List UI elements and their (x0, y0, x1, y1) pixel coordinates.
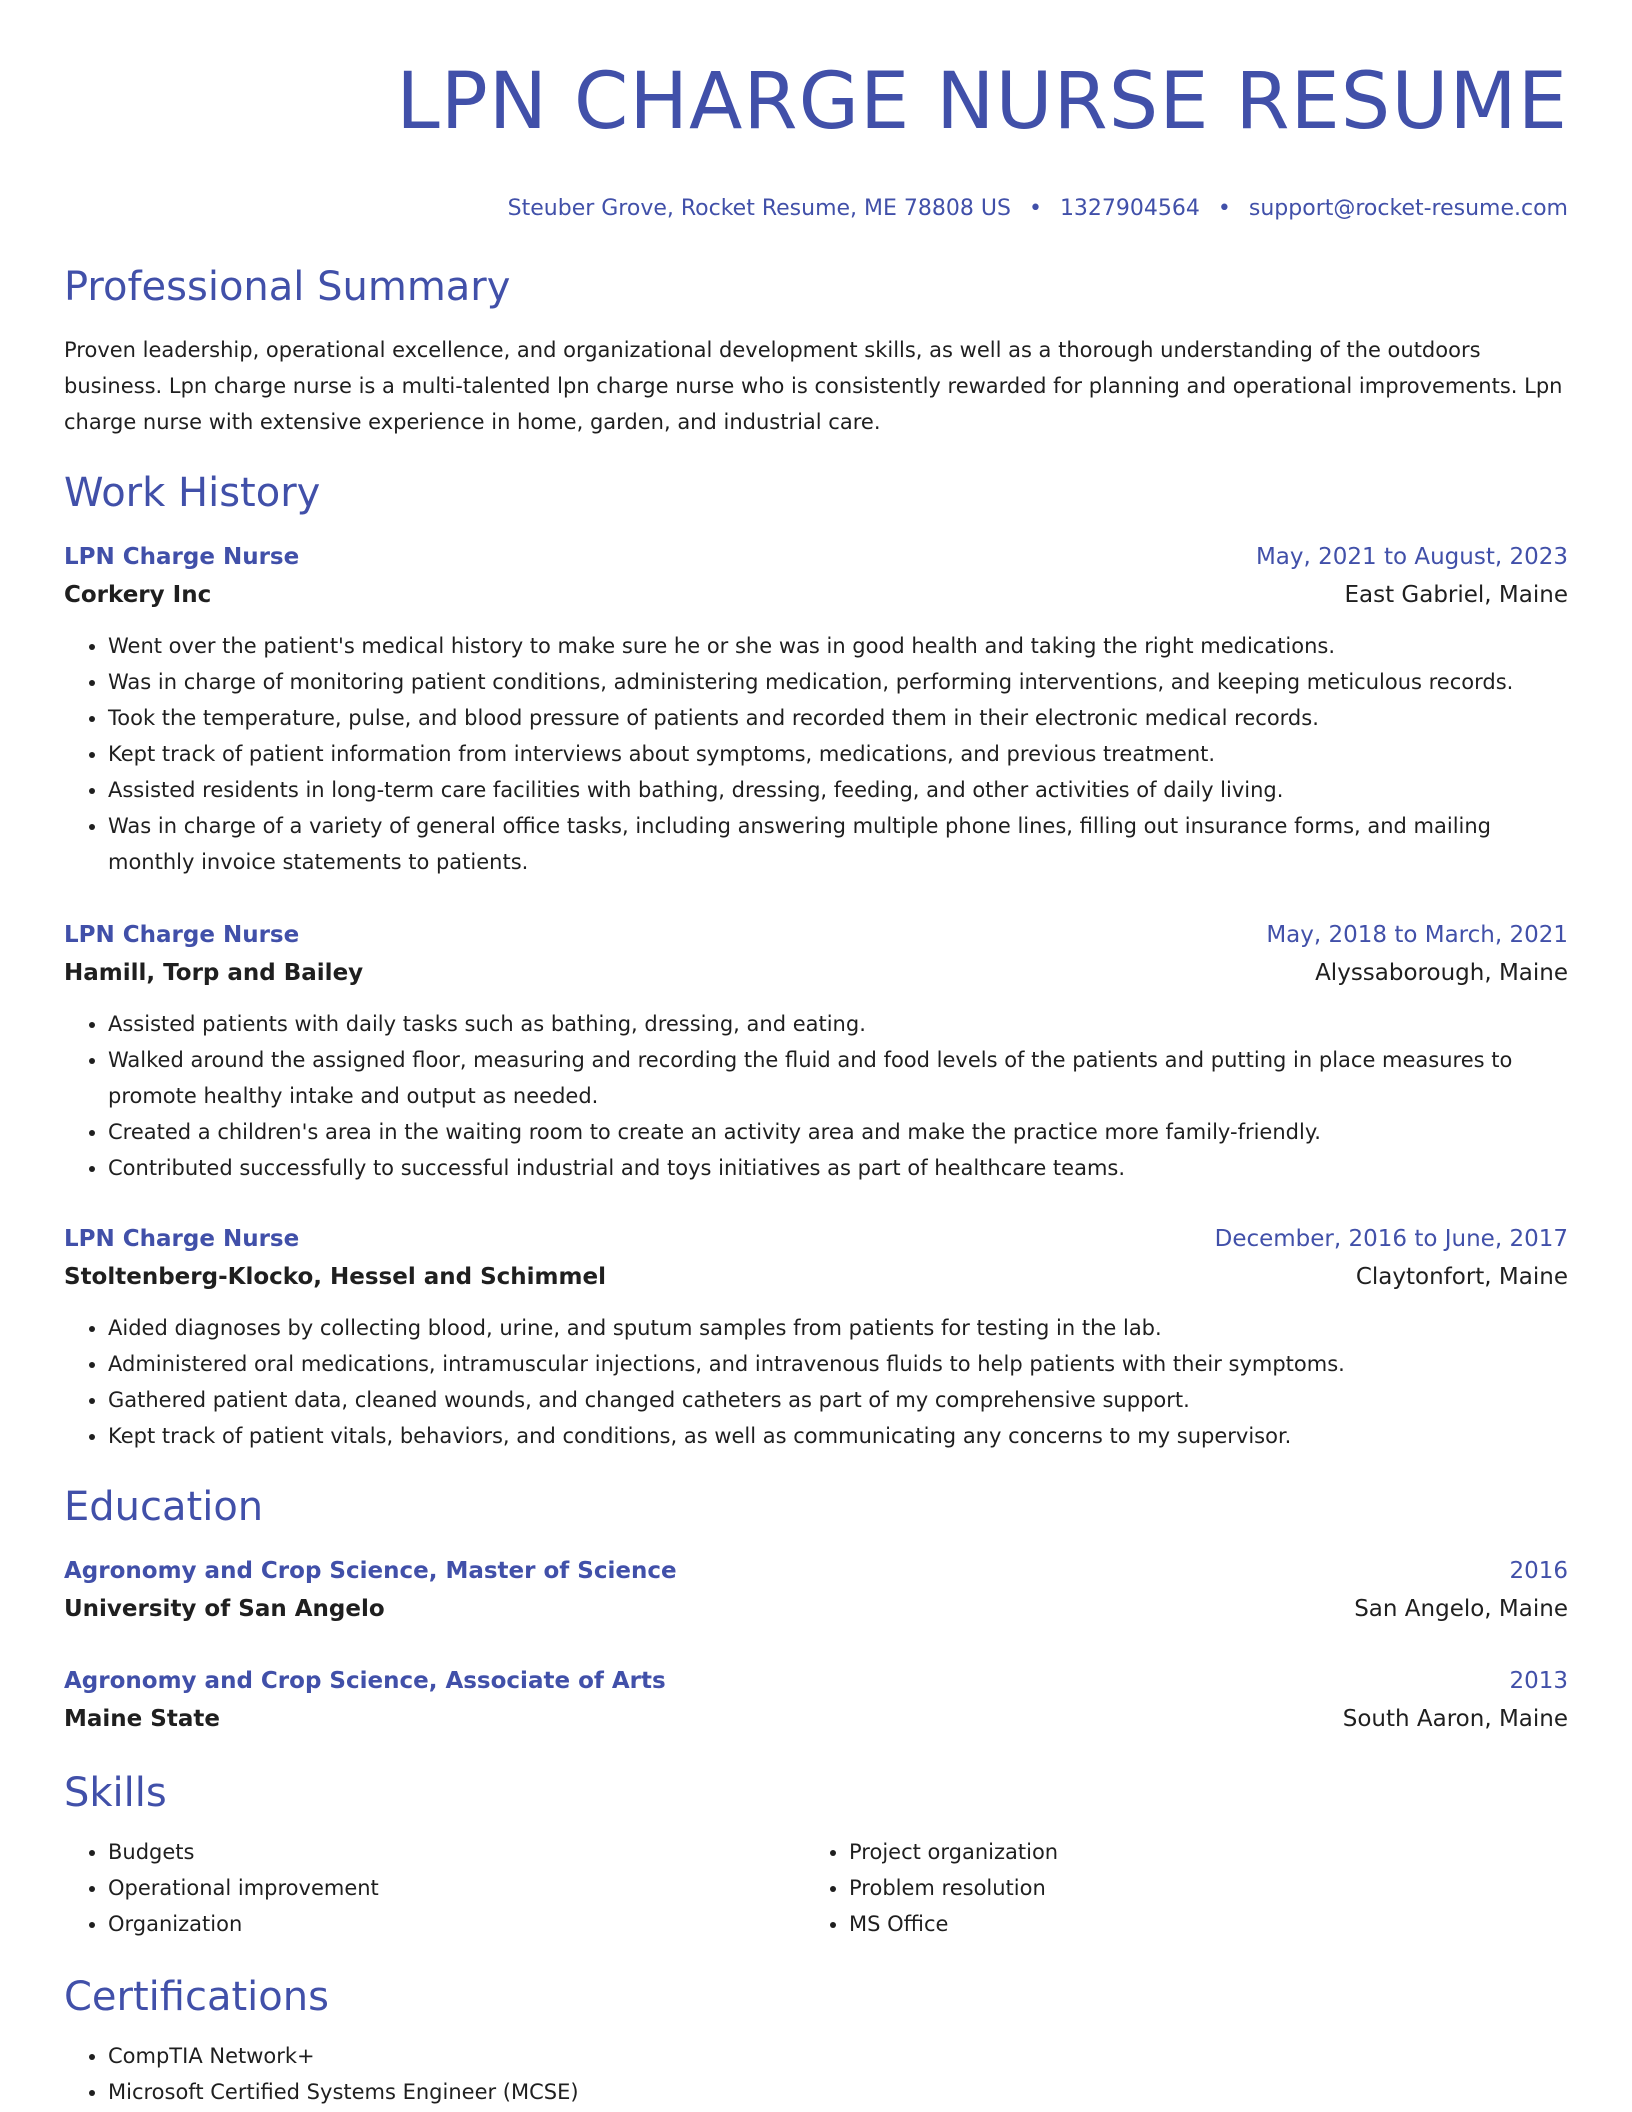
duty-item: • Kept track of patient information from interviews about symptoms, medications, and previous treatment. (108, 736, 1568, 772)
job-entry (64, 538, 1568, 880)
duty-item: • Created a children's area in the waiting room to create an activity area and make the practice more family-friendly. (108, 1114, 1568, 1150)
school-location: San Angelo, Maine (1354, 1596, 1568, 1622)
job-title: LPN Charge Nurse (64, 1226, 300, 1252)
section-title-work-history: Work History (64, 470, 321, 516)
duty-item: • Kept track of patient vitals, behaviors, and conditions, as well as communicating any concerns to my supervisor. (108, 1418, 1568, 1454)
duty-item: • Assisted patients with daily tasks such as bathing, dressing, and eating. (108, 1006, 1568, 1042)
duty-item: • Went over the patient's medical history to make sure he or she was in good health and taking the right medications. (108, 628, 1568, 664)
phone: 1327904564 (1059, 196, 1200, 221)
separator: • (1217, 196, 1231, 221)
contact-line (64, 194, 1568, 224)
duty-item: • Gathered patient data, cleaned wounds, and changed catheters as part of my comprehensive support. (108, 1382, 1568, 1418)
duty-item: • Administered oral medications, intramuscular injections, and intravenous fluids to help patients with their symptoms. (108, 1346, 1568, 1382)
duty-item: • Assisted residents in long-term care facilities with bathing, dressing, feeding, and other activities of daily living. (108, 772, 1568, 808)
certification-item: • Microsoft Certified Systems Engineer (MCSE) (108, 2074, 1568, 2110)
job-duties (64, 1006, 1568, 1186)
job-dates: May, 2018 to March, 2021 (1266, 922, 1568, 948)
skills-grid (64, 1834, 1568, 1942)
education-entry (64, 1552, 1568, 1628)
school-name: Maine State (64, 1706, 220, 1732)
section-title-certifications: Certifications (64, 1974, 329, 2020)
section-title-skills: Skills (64, 1770, 167, 1816)
certification-item: • CompTIA Network+ (108, 2038, 1568, 2074)
education-entry (64, 1662, 1568, 1738)
job-dates: December, 2016 to June, 2017 (1214, 1226, 1568, 1252)
address: Steuber Grove, Rocket Resume, ME 78808 US (507, 196, 1011, 221)
duty-item: • Took the temperature, pulse, and blood pressure of patients and recorded them in their electronic medical records. (108, 700, 1568, 736)
skill-item: • Problem resolution (849, 1870, 1546, 1906)
company-name: Corkery Inc (64, 582, 212, 608)
section-title-education: Education (64, 1484, 264, 1530)
duty-item: • Contributed successfully to successful industrial and toys initiatives as part of healthcare teams. (108, 1150, 1568, 1186)
skills-column-left (64, 1834, 805, 1942)
skill-item: • Project organization (849, 1834, 1546, 1870)
separator: • (1028, 196, 1042, 221)
degree: Agronomy and Crop Science, Master of Science (64, 1558, 677, 1584)
job-title: LPN Charge Nurse (64, 544, 300, 570)
graduation-year: 2013 (1509, 1668, 1568, 1694)
skill-item: • Budgets (108, 1834, 805, 1870)
duty-item: • Was in charge of monitoring patient conditions, administering medication, performing interventions, and keeping meticulous records. (108, 664, 1568, 700)
job-entry (64, 1220, 1568, 1454)
job-location: Claytonfort, Maine (1355, 1264, 1568, 1290)
job-title: LPN Charge Nurse (64, 922, 300, 948)
graduation-year: 2016 (1509, 1558, 1568, 1584)
skill-item: • Organization (108, 1906, 805, 1942)
email-link[interactable]: support@rocket-resume.com (1248, 196, 1568, 221)
duty-item: • Aided diagnoses by collecting blood, urine, and sputum samples from patients for testing in the lab. (108, 1310, 1568, 1346)
company-name: Stoltenberg-Klocko, Hessel and Schimmel (64, 1264, 606, 1290)
duty-item: • Was in charge of a variety of general office tasks, including answering multiple phone lines, filling out insurance forms, and mailing monthly invoice statements to patients. (108, 808, 1568, 880)
job-dates: May, 2021 to August, 2023 (1255, 544, 1568, 570)
job-duties (64, 1310, 1568, 1454)
skills-column-right (805, 1834, 1546, 1942)
section-title-summary: Professional Summary (64, 264, 511, 310)
job-location: Alyssaborough, Maine (1315, 960, 1568, 986)
job-entry (64, 916, 1568, 1186)
page-title: LPN CHARGE NURSE RESUME (396, 57, 1568, 147)
job-duties (64, 628, 1568, 880)
degree: Agronomy and Crop Science, Associate of Arts (64, 1668, 666, 1694)
skill-item: • Operational improvement (108, 1870, 805, 1906)
school-name: University of San Angelo (64, 1596, 385, 1622)
skill-item: • MS Office (849, 1906, 1546, 1942)
school-location: South Aaron, Maine (1342, 1706, 1568, 1732)
duty-item: • Walked around the assigned floor, measuring and recording the fluid and food levels of the patients and putting in place measures to promote healthy intake and output as needed. (108, 1042, 1568, 1114)
summary-text: Proven leadership, operational excellence, and organizational development skills, as well as a thorough understanding of the outdoors business. Lpn charge nurse is a multi-talented lpn charge nurse who is consistently rewarded for planning and operational improvements. Lpn charge nurse with extensive experience in home, garden, and industrial care. (64, 338, 1563, 434)
certification-list (64, 2038, 1568, 2110)
job-location: East Gabriel, Maine (1344, 582, 1568, 608)
company-name: Hamill, Torp and Bailey (64, 960, 364, 986)
